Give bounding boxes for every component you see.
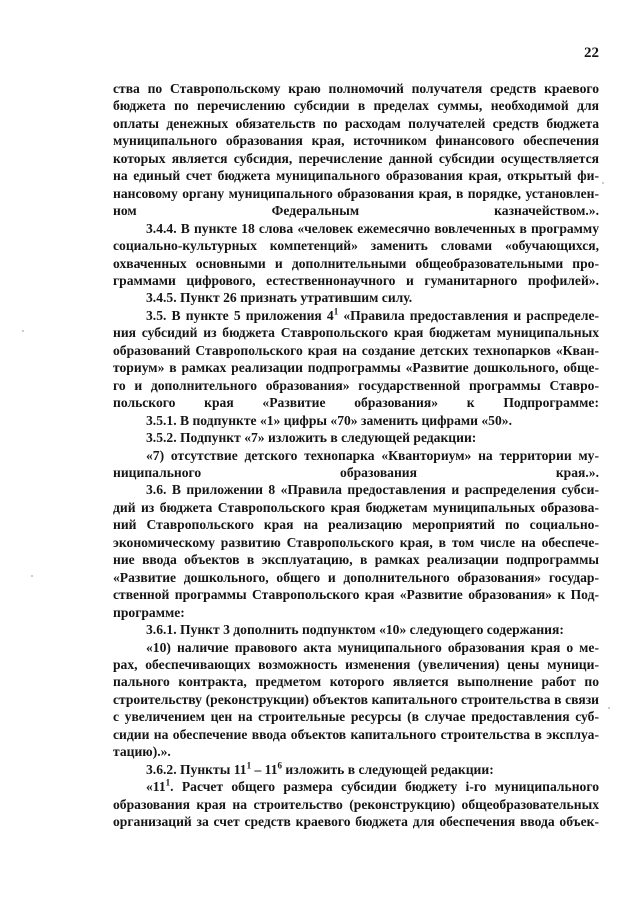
text-line: – 11 (251, 761, 278, 777)
text-line: ния субсидий из бюджета Ставропольского края бюджетам муниципальных (113, 325, 599, 341)
page-number: 22 (584, 45, 599, 61)
text-line: образований Ставропольского края на создание детских технопарков «Кван- (113, 342, 599, 358)
text-line: 3.4.4. В пункте 18 слова «человек ежемесячно вовлеченных в программу (146, 220, 599, 236)
text-line: ние ввода объектов в эксплуатацию, в рамках реализации подпрограммы (113, 552, 599, 568)
text-line: дий из бюджета Ставропольского края бюджетам муниципальных образова- (113, 499, 599, 515)
text-line: 3.6. В приложении 8 «Правила предоставления и распределения субси- (146, 482, 599, 498)
paragraph-continuation (113, 80, 599, 220)
text-line: ний Ставропольского края на реализацию мероприятий по социально- (113, 517, 599, 533)
document-body (113, 80, 599, 830)
text-line: которых является субсидия, перечисление данной субсидии осуществляется (113, 150, 599, 166)
text-line: сидии на обеспечение ввода объектов капитального строительства в эксплуа- (113, 726, 599, 742)
text-line: «Развитие дошкольного, общего и дополнительного образования» государ- (113, 569, 599, 585)
paragraph-quote-7 (113, 447, 599, 482)
text-line: ториум» в рамках реализации подпрограммы «Развитие дошкольного, обще- (113, 360, 599, 376)
paragraph-3-6 (113, 481, 599, 621)
text-line: «Правила предоставления и распределе- (338, 307, 600, 323)
text-line: с увеличением цен на строительные ресурсы (в случае предоставления суб- (113, 709, 599, 725)
paragraph-3-4-4 (113, 220, 599, 290)
text-line: на единый счет бюджета муниципального образования края, открытый фи- (113, 168, 599, 184)
text-line: рах, обеспечивающих возможность изменения (увеличения) цены муници- (113, 656, 599, 672)
text-line: муниципального образования края, источником финансового обеспечения (113, 133, 599, 149)
paragraph-3-6-2 (113, 761, 599, 778)
text-line: ниципального образования края.». (113, 464, 599, 480)
paragraph-3-5-2 (113, 429, 599, 446)
text-line: оплаты денежных обязательств по расходам получателей средств бюджета (113, 115, 599, 131)
superscript: 1 (165, 777, 171, 788)
text-line: образования края на строительство (реконструкцию) общеобразовательных (113, 796, 599, 812)
text-line: го и дополнительного образования» государственной программы Ставро- (113, 377, 599, 393)
text-line: «7) отсутствие детского технопарка «Кванториум» на территории му- (146, 447, 599, 463)
text-line: 3.6.1. Пункт 3 дополнить подпунктом «10» следующего содержания: (146, 622, 564, 638)
scan-speck (608, 707, 610, 709)
paragraph-quote-10 (113, 639, 599, 761)
paragraph-3-5-1 (113, 412, 599, 429)
text-line: ства по Ставропольскому краю полномочий получателя средств краевого (113, 81, 599, 96)
text-line: 3.5.1. В подпункте «1» цифры «70» заменить цифрами «50». (146, 412, 512, 428)
superscript: 1 (246, 760, 252, 771)
text-line: «10) наличие правового акта муниципального образования края о ме- (146, 639, 599, 655)
text-line: . Расчет общего размера субсидии бюджету i-го муниципального (170, 779, 599, 795)
text-line: пального контракта, предметом которого является выполнение работ по (113, 674, 599, 690)
paragraph-quote-11-1 (113, 778, 599, 830)
text-line: 3.6.2. Пункты 11 (146, 761, 247, 777)
text-line: нансовому органу муниципального образования края, в порядке, установлен- (113, 185, 599, 201)
text-line: программе: (113, 604, 185, 620)
text-line: польского края «Развитие образования» к Подпрограмме: (113, 395, 599, 411)
text-line: социально-культурных компетенций» заменить словами «обучающихся, (113, 238, 599, 254)
superscript: 1 (333, 306, 339, 317)
text-line: бюджета по перечислению субсидии в пределах суммы, необходимой для (113, 98, 599, 114)
scan-speck (22, 330, 24, 332)
text-line: ственной программы Ставропольского края «Развитие образования» к Под- (113, 587, 599, 603)
text-line: тацию).». (113, 744, 171, 760)
text-line: охваченных основными и дополнительными общеобразовательными про- (113, 255, 599, 271)
text-line: 3.5.2. Подпункт «7» изложить в следующей редакции: (146, 430, 477, 446)
text-line: граммами цифрового, естественнонаучного и гуманитарного профилей». (113, 272, 599, 288)
paragraph-3-4-5 (113, 289, 599, 306)
text-line: ном Федеральным казначейством.». (113, 203, 599, 219)
text-line: «11 (146, 779, 166, 795)
text-line: 3.5. В пункте 5 приложения 4 (146, 307, 334, 323)
text-line: экономическому развитию Ставропольского края, в том числе на обеспече- (113, 534, 599, 550)
scan-speck (602, 182, 604, 184)
text-line: изложить в следующей редакции: (282, 761, 494, 777)
text-line: организаций за счет средств краевого бюджета для обеспечения ввода объек- (113, 814, 599, 830)
paragraph-3-5 (113, 307, 599, 412)
scan-speck (31, 575, 33, 577)
paragraph-3-6-1 (113, 621, 599, 638)
text-line: 3.4.5. Пункт 26 признать утратившим силу. (146, 290, 413, 306)
text-line: строительству (реконструкции) объектов капитального строительства в связи (113, 691, 599, 707)
superscript: 6 (277, 760, 282, 771)
